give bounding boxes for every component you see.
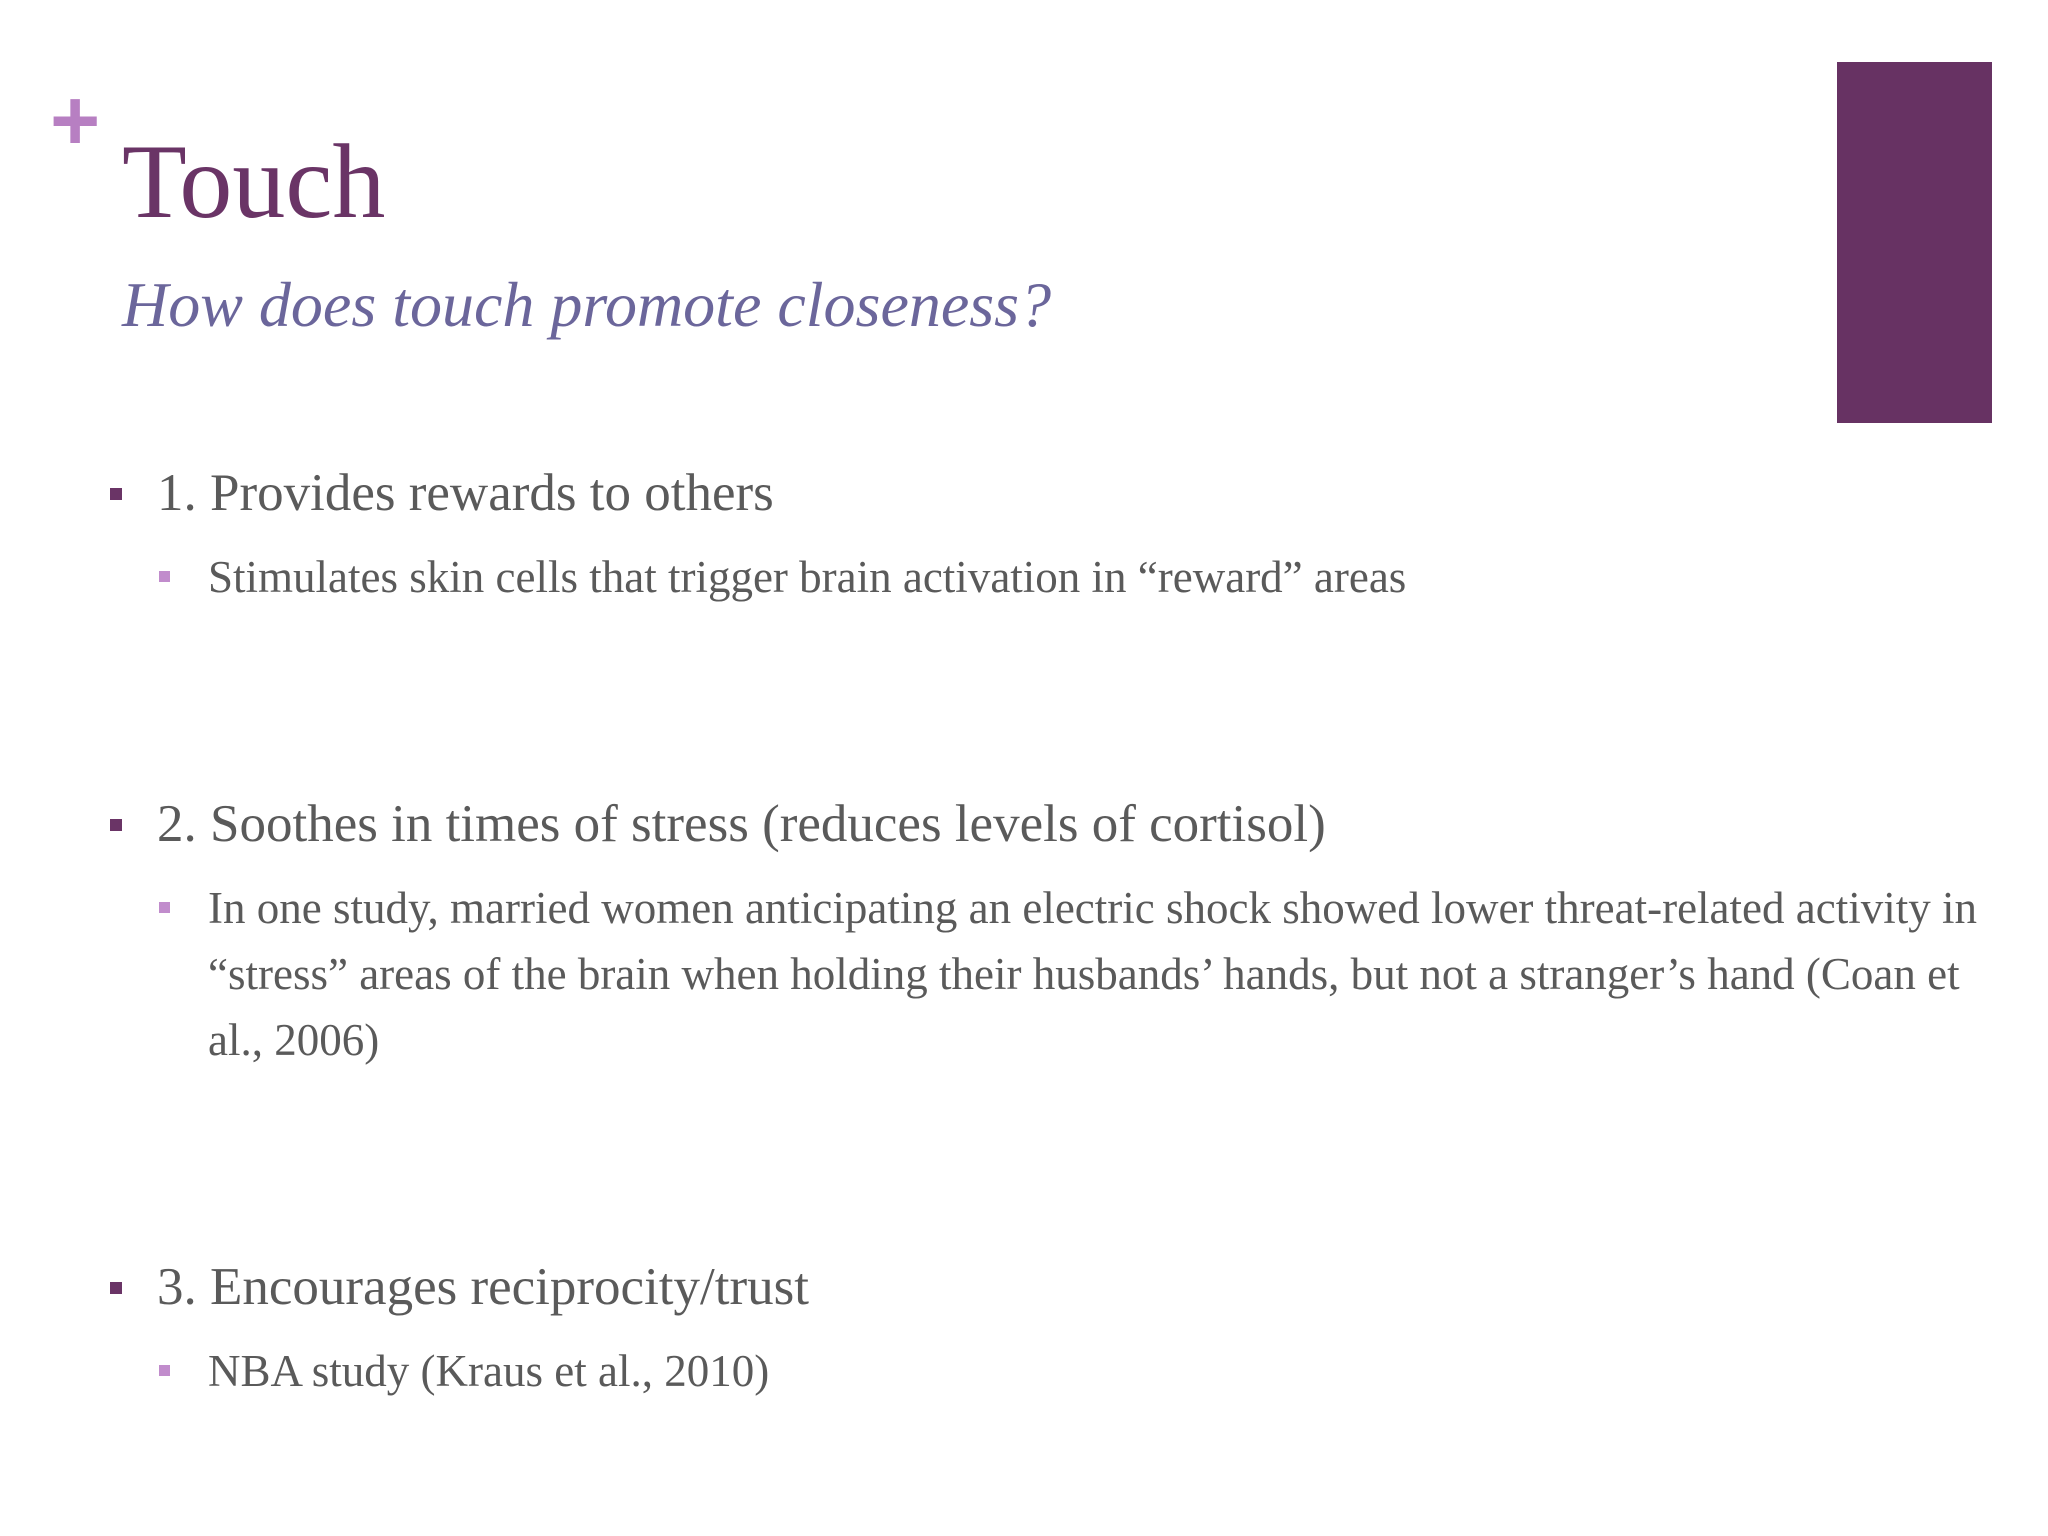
square-sub-bullet-icon [159, 571, 170, 582]
bullet-item-3 [110, 1256, 2010, 1404]
bullet-text: 1. Provides rewards to others [157, 464, 774, 522]
sub-bullet [208, 544, 2018, 610]
bullet-main [110, 462, 2010, 526]
slide-title: Touch [122, 123, 386, 240]
bullet-text: 3. Encourages reciprocity/trust [157, 1258, 809, 1316]
bullet-text: 2. Soothes in times of stress (reduces levels of cortisol) [157, 795, 1326, 853]
sub-bullet [208, 1338, 2018, 1404]
sub-bullet-text: In one study, married women anticipating an electric shock showed lower threat-related activity in “stress” areas of the brain when holding their husbands’ hands, but not a stranger’s hand (Coan et al., 2006) [208, 882, 1977, 1065]
slide-subtitle: How does touch promote closeness? [122, 269, 1052, 340]
bullet-main [110, 793, 2010, 857]
square-bullet-icon [110, 819, 122, 831]
plus-decoration-icon: + [50, 73, 101, 169]
square-sub-bullet-icon [159, 902, 170, 913]
bullet-main [110, 1256, 2010, 1320]
bullet-item-1 [110, 462, 2010, 610]
bullet-item-2 [110, 793, 2010, 1073]
square-sub-bullet-icon [159, 1365, 170, 1376]
square-bullet-icon [110, 1282, 122, 1294]
square-bullet-icon [110, 488, 122, 500]
sub-bullet-text: NBA study (Kraus et al., 2010) [208, 1345, 770, 1396]
sub-bullet [208, 875, 2018, 1073]
sub-bullet-text: Stimulates skin cells that trigger brain activation in “reward” areas [208, 551, 1407, 602]
